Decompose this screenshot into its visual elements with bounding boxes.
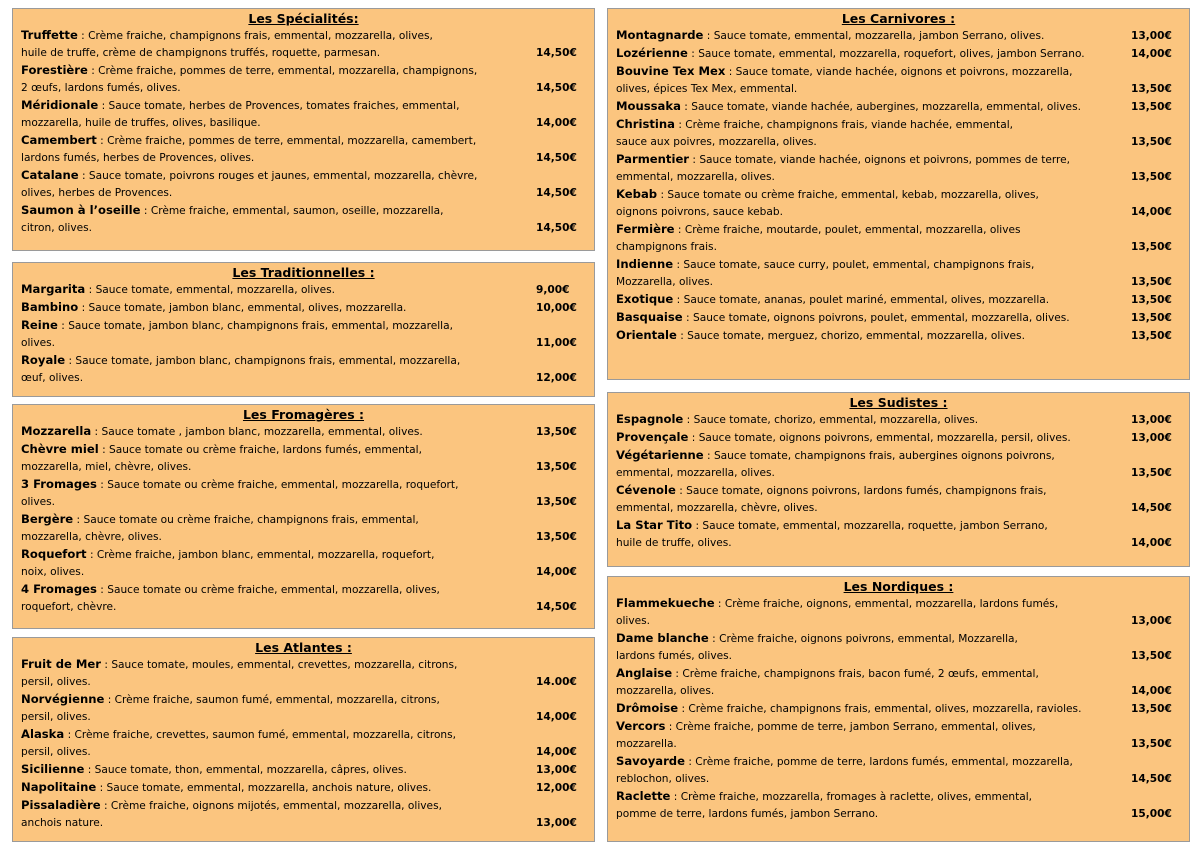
pizza-ingredients: persil, olives. [21, 746, 91, 758]
pizza-price: 13,50€ [1131, 276, 1172, 288]
section-title: Les Carnivores : [841, 11, 956, 26]
pizza-ingredients: : Sauce tomate, viande hachée, aubergines, mozzarella, emmental, olives. [680, 101, 1081, 113]
menu-item [21, 656, 594, 691]
pizza-ingredients: : Crème fraiche, oignons mijotés, emmental, mozzarella, olives, [100, 800, 442, 812]
menu-item [616, 186, 1189, 221]
pizza-price: 15,00€ [1131, 808, 1172, 820]
pizza-name: Végétarienne [616, 448, 704, 462]
pizza-ingredients: : Sauce tomate , jambon blanc, mozzarella, emmental, olives. [91, 426, 423, 438]
menu-item [21, 317, 594, 352]
pizza-ingredients: mozzarella, olives. [616, 685, 715, 697]
menu-item [616, 63, 1189, 98]
pizza-price: 12,00€ [536, 372, 577, 384]
pizza-name: Catalane [21, 168, 79, 182]
pizza-ingredients: : Sauce tomate, oignons poivrons, poulet, emmental, mozzarella, olives. [682, 312, 1070, 324]
pizza-ingredients: mozzarella, miel, chèvre, olives. [21, 461, 192, 473]
pizza-name: Provençale [616, 430, 689, 444]
pizza-name: Fruit de Mer [21, 657, 102, 671]
section-title: Les Spécialités: [248, 11, 359, 26]
pizza-name: Bambino [21, 300, 79, 314]
pizza-name: Reine [21, 318, 58, 332]
menu-item [616, 753, 1189, 788]
pizza-name: Norvégienne [21, 692, 105, 706]
menu-item [21, 511, 594, 546]
menu-item [21, 691, 594, 726]
pizza-ingredients: anchois nature. [21, 817, 104, 829]
pizza-ingredients: 2 œufs, lardons fumés, olives. [21, 82, 181, 94]
section-title: Les Fromagères : [242, 407, 365, 422]
menu-item [616, 221, 1189, 256]
pizza-price: 14,00€ [1131, 537, 1172, 549]
pizza-ingredients: olives. [21, 337, 56, 349]
pizza-price: 14,00€ [1131, 685, 1172, 697]
pizza-name: Drômoise [616, 701, 679, 715]
pizza-ingredients: huile de truffe, crème de champignons truffés, roquette, parmesan. [21, 47, 381, 59]
menu-item [616, 411, 1189, 429]
pizza-ingredients: sauce aux poivres, mozzarella, olives. [616, 136, 817, 148]
pizza-name: Dame blanche [616, 631, 709, 645]
pizza-name: Montagnarde [616, 28, 704, 42]
menu-item [21, 476, 594, 511]
pizza-price: 14,00€ [536, 117, 577, 129]
pizza-ingredients: olives. [21, 496, 56, 508]
section-traditionnelles [12, 262, 595, 397]
pizza-name: Cévenole [616, 483, 676, 497]
section-carnivores [607, 8, 1190, 380]
pizza-price: 13,50€ [536, 426, 577, 438]
menu-item [616, 700, 1189, 718]
pizza-ingredients: : Sauce tomate ou crème fraiche, emmental, mozzarella, roquefort, [96, 479, 459, 491]
pizza-name: Mozzarella [21, 424, 92, 438]
pizza-name: Pissaladière [21, 798, 101, 812]
pizza-name: Christina [616, 117, 675, 131]
pizza-price: 13,00€ [1131, 432, 1172, 444]
pizza-name: Savoyarde [616, 754, 685, 768]
pizza-name: Moussaka [616, 99, 681, 113]
pizza-ingredients: : Sauce tomate ou crème fraiche, emmental, mozzarella, olives, [96, 584, 440, 596]
menu-item [616, 27, 1189, 45]
pizza-ingredients: persil, olives. [21, 711, 91, 723]
pizza-ingredients: : Sauce tomate, emmental, mozzarella, jambon Serrano, olives. [703, 30, 1045, 42]
pizza-ingredients: oignons poivrons, sauce kebab. [616, 206, 783, 218]
pizza-name: Saumon à l’oseille [21, 203, 141, 217]
pizza-ingredients: emmental, mozzarella, olives. [616, 171, 775, 183]
pizza-ingredients: reblochon, olives. [616, 773, 710, 785]
pizza-price: 14,50€ [536, 222, 577, 234]
menu-item [21, 97, 594, 132]
menu-item [616, 788, 1189, 823]
pizza-name: Roquefort [21, 547, 87, 561]
pizza-price: 13,00€ [536, 817, 577, 829]
pizza-price: 14,50€ [1131, 773, 1172, 785]
pizza-name: Camembert [21, 133, 97, 147]
pizza-price: 14,00€ [536, 711, 577, 723]
pizza-name: Parmentier [616, 152, 690, 166]
pizza-ingredients: : Crème fraiche, moutarde, poulet, emmental, mozzarella, olives [674, 224, 1021, 236]
pizza-ingredients: emmental, mozzarella, chèvre, olives. [616, 502, 818, 514]
menu-item [21, 726, 594, 761]
pizza-ingredients: : Crème fraiche, champignons frais, bacon fumé, 2 œufs, emmental, [672, 668, 1039, 680]
pizza-ingredients: : Crème fraiche, saumon fumé, emmental, mozzarella, citrons, [104, 694, 440, 706]
menu-item-list [13, 281, 594, 387]
pizza-price: 14,00€ [536, 566, 577, 578]
pizza-ingredients: noix, olives. [21, 566, 85, 578]
pizza-name: Méridionale [21, 98, 99, 112]
pizza-price: 13,50€ [1131, 703, 1172, 715]
menu-item [616, 45, 1189, 63]
pizza-name: Royale [21, 353, 66, 367]
menu-item [21, 281, 594, 299]
pizza-price: 13,50€ [1131, 83, 1172, 95]
pizza-ingredients: emmental, mozzarella, olives. [616, 467, 775, 479]
pizza-ingredients: : Crème fraiche, oignons poivrons, emmental, Mozzarella, [708, 633, 1018, 645]
pizza-price: 13,00€ [1131, 414, 1172, 426]
pizza-ingredients: : Sauce tomate, chorizo, emmental, mozzarella, olives. [683, 414, 979, 426]
menu-item [616, 517, 1189, 552]
pizza-name: 4 Fromages [21, 582, 97, 596]
menu-item [616, 291, 1189, 309]
pizza-name: Orientale [616, 328, 677, 342]
pizza-ingredients: : Sauce tomate, champignons frais, aubergines oignons poivrons, [703, 450, 1055, 462]
pizza-price: 13,50€ [536, 496, 577, 508]
pizza-ingredients: : Sauce tomate, emmental, mozzarella, roquefort, olives, jambon Serrano. [687, 48, 1085, 60]
pizza-name: Bergère [21, 512, 74, 526]
pizza-name: Flammekueche [616, 596, 715, 610]
pizza-price: 9,00€ [536, 284, 570, 296]
section-fromageres [12, 404, 595, 629]
menu-item [21, 27, 594, 62]
pizza-name: Lozérienne [616, 46, 688, 60]
pizza-name: Chèvre miel [21, 442, 99, 456]
menu-item [21, 441, 594, 476]
pizza-price: 13,00€ [1131, 30, 1172, 42]
menu-item [21, 761, 594, 779]
menu-item [616, 482, 1189, 517]
menu-item [616, 309, 1189, 327]
pizza-price: 13,50€ [1131, 312, 1172, 324]
pizza-price: 13,00€ [1131, 615, 1172, 627]
pizza-ingredients: pomme de terre, lardons fumés, jambon Serrano. [616, 808, 879, 820]
pizza-ingredients: : Crème fraiche, mozzarella, fromages à raclette, olives, emmental, [670, 791, 1033, 803]
pizza-ingredients: olives. [616, 615, 651, 627]
pizza-ingredients: champignons frais. [616, 241, 717, 253]
menu-item [21, 779, 594, 797]
pizza-name: Forestière [21, 63, 88, 77]
pizza-ingredients: : Sauce tomate, ananas, poulet mariné, emmental, olives, mozzarella. [673, 294, 1050, 306]
menu-item-list [608, 411, 1189, 552]
pizza-price: 14,00€ [1131, 206, 1172, 218]
pizza-price: 14,50€ [536, 82, 577, 94]
pizza-ingredients: mozzarella, huile de truffes, olives, basilique. [21, 117, 261, 129]
menu-item [616, 429, 1189, 447]
pizza-ingredients: : Sauce tomate, thon, emmental, mozzarella, câpres, olives. [84, 764, 407, 776]
pizza-ingredients: : Crème fraiche, pommes de terre, emmental, mozzarella, camembert, [96, 135, 477, 147]
pizza-name: Bouvine Tex Mex [616, 64, 726, 78]
pizza-price: 14.00€ [536, 676, 577, 688]
pizza-price: 13,50€ [1131, 171, 1172, 183]
pizza-price: 14,50€ [536, 152, 577, 164]
section-specialites [12, 8, 595, 251]
menu-item [616, 718, 1189, 753]
pizza-ingredients: Mozzarella, olives. [616, 276, 714, 288]
menu-item [616, 665, 1189, 700]
menu-item [616, 447, 1189, 482]
pizza-price: 14,50€ [536, 187, 577, 199]
pizza-ingredients: : Crème fraiche, champignons frais, emmental, olives, mozzarella, ravioles. [678, 703, 1082, 715]
pizza-ingredients: olives, épices Tex Mex, emmental. [616, 83, 798, 95]
section-nordiques [607, 576, 1190, 842]
menu-item [21, 581, 594, 616]
pizza-ingredients: : Sauce tomate, jambon blanc, champignons frais, emmental, mozzarella, [57, 320, 453, 332]
pizza-ingredients: : Sauce tomate, viande hachée, oignons et poivrons, pommes de terre, [689, 154, 1071, 166]
pizza-ingredients: : Sauce tomate, poivrons rouges et jaunes, emmental, mozzarella, chèvre, [78, 170, 478, 182]
pizza-price: 13,50€ [536, 461, 577, 473]
pizza-ingredients: citron, olives. [21, 222, 93, 234]
menu-item [616, 630, 1189, 665]
menu-item-list [608, 595, 1189, 823]
menu-item-list [13, 656, 594, 832]
pizza-ingredients: : Sauce tomate ou crème fraiche, lardons fumés, emmental, [98, 444, 422, 456]
pizza-ingredients: : Sauce tomate, moules, emmental, crevettes, mozzarella, citrons, [101, 659, 458, 671]
pizza-ingredients: : Crème fraiche, oignons, emmental, mozzarella, lardons fumés, [714, 598, 1059, 610]
pizza-name: Exotique [616, 292, 674, 306]
pizza-name: Margarita [21, 282, 86, 296]
pizza-name: Truffette [21, 28, 78, 42]
menu-item [616, 327, 1189, 345]
pizza-price: 12,00€ [536, 782, 577, 794]
pizza-price: 13,50€ [1131, 738, 1172, 750]
pizza-ingredients: : Sauce tomate ou crème fraiche, emmental, kebab, mozzarella, olives, [657, 189, 1039, 201]
pizza-ingredients: : Crème fraiche, crevettes, saumon fumé, emmental, mozzarella, citrons, [64, 729, 457, 741]
pizza-name: Kebab [616, 187, 658, 201]
menu-item [21, 132, 594, 167]
menu-item-list [13, 423, 594, 616]
pizza-name: Indienne [616, 257, 674, 271]
menu-item [21, 167, 594, 202]
pizza-ingredients: : Sauce tomate, merguez, chorizo, emmental, mozzarella, olives. [676, 330, 1025, 342]
menu-item [616, 151, 1189, 186]
pizza-price: 13,00€ [536, 764, 577, 776]
menu-item [616, 98, 1189, 116]
menu-item [21, 797, 594, 832]
menu-item [21, 299, 594, 317]
section-sudistes [607, 392, 1190, 567]
pizza-ingredients: : Crème fraiche, pommes de terre, emmental, mozzarella, champignons, [87, 65, 478, 77]
pizza-ingredients: mozzarella, chèvre, olives. [21, 531, 162, 543]
section-atlantes [12, 637, 595, 842]
pizza-ingredients: : Sauce tomate, emmental, mozzarella, olives. [85, 284, 335, 296]
pizza-ingredients: : Sauce tomate, sauce curry, poulet, emmental, champignons frais, [673, 259, 1035, 271]
section-title: Les Traditionnelles : [232, 265, 375, 280]
pizza-ingredients: : Crème fraiche, pomme de terre, jambon Serrano, emmental, olives, [665, 721, 1036, 733]
pizza-price: 13,50€ [1131, 136, 1172, 148]
pizza-price: 14,00€ [536, 746, 577, 758]
pizza-price: 10,00€ [536, 302, 577, 314]
menu-item [21, 62, 594, 97]
pizza-price: 13,50€ [1131, 241, 1172, 253]
pizza-price: 14,50€ [1131, 502, 1172, 514]
menu-item-list [13, 27, 594, 237]
pizza-price: 13,50€ [1131, 330, 1172, 342]
pizza-ingredients: olives, herbes de Provences. [21, 187, 173, 199]
menu-item [21, 202, 594, 237]
pizza-ingredients: : Crème fraiche, champignons frais, emmental, mozzarella, olives, [77, 30, 433, 42]
menu-item [616, 595, 1189, 630]
pizza-ingredients: lardons fumés, olives. [616, 650, 732, 662]
menu-item [616, 256, 1189, 291]
pizza-price: 13,50€ [1131, 294, 1172, 306]
pizza-name: Anglaise [616, 666, 673, 680]
pizza-price: 11,00€ [536, 337, 577, 349]
menu-item [21, 423, 594, 441]
section-title: Les Nordiques : [843, 579, 954, 594]
pizza-ingredients: : Sauce tomate, herbes de Provences, tomates fraiches, emmental, [98, 100, 460, 112]
pizza-price: 13,50€ [1131, 467, 1172, 479]
pizza-ingredients: : Sauce tomate, emmental, mozzarella, anchois nature, olives. [96, 782, 432, 794]
pizza-name: Napolitaine [21, 780, 97, 794]
pizza-ingredients: : Sauce tomate ou crème fraiche, champignons frais, emmental, [73, 514, 419, 526]
menu-item [616, 116, 1189, 151]
section-title: Les Sudistes : [849, 395, 948, 410]
pizza-ingredients: roquefort, chèvre. [21, 601, 117, 613]
pizza-name: 3 Fromages [21, 477, 97, 491]
pizza-name: Alaska [21, 727, 65, 741]
pizza-name: Basquaise [616, 310, 683, 324]
menu-item-list [608, 27, 1189, 345]
pizza-price: 13,50€ [536, 531, 577, 543]
pizza-price: 13,50€ [1131, 101, 1172, 113]
pizza-ingredients: : Crème fraiche, emmental, saumon, oseille, mozzarella, [140, 205, 444, 217]
pizza-ingredients: mozzarella. [616, 738, 677, 750]
pizza-price: 14,50€ [536, 47, 577, 59]
pizza-ingredients: : Crème fraiche, jambon blanc, emmental, mozzarella, roquefort, [86, 549, 435, 561]
pizza-ingredients: : Crème fraiche, champignons frais, viande hachée, emmental, [674, 119, 1014, 131]
pizza-ingredients: persil, olives. [21, 676, 91, 688]
pizza-ingredients: : Sauce tomate, jambon blanc, emmental, olives, mozzarella. [78, 302, 407, 314]
pizza-ingredients: : Sauce tomate, emmental, mozzarella, roquette, jambon Serrano, [692, 520, 1048, 532]
pizza-name: Raclette [616, 789, 671, 803]
menu-item [21, 352, 594, 387]
pizza-price: 14,00€ [1131, 48, 1172, 60]
pizza-ingredients: œuf, olives. [21, 372, 84, 384]
pizza-ingredients: : Sauce tomate, viande hachée, oignons et poivrons, mozzarella, [725, 66, 1073, 78]
menu-item [21, 546, 594, 581]
pizza-name: Fermière [616, 222, 675, 236]
pizza-ingredients: lardons fumés, herbes de Provences, olives. [21, 152, 255, 164]
pizza-ingredients: : Sauce tomate, jambon blanc, champignons frais, emmental, mozzarella, [65, 355, 461, 367]
pizza-name: Vercors [616, 719, 666, 733]
pizza-price: 14,50€ [536, 601, 577, 613]
section-title: Les Atlantes : [255, 640, 352, 655]
pizza-ingredients: : Crème fraiche, pomme de terre, lardons fumés, emmental, mozzarella, [684, 756, 1073, 768]
pizza-ingredients: huile de truffe, olives. [616, 537, 732, 549]
pizza-name: Sicilienne [21, 762, 85, 776]
pizza-name: Espagnole [616, 412, 684, 426]
pizza-ingredients: : Sauce tomate, oignons poivrons, lardons fumés, champignons frais, [675, 485, 1047, 497]
pizza-price: 13,50€ [1131, 650, 1172, 662]
pizza-ingredients: : Sauce tomate, oignons poivrons, emmental, mozzarella, persil, olives. [688, 432, 1071, 444]
pizza-name: La Star Tito [616, 518, 693, 532]
